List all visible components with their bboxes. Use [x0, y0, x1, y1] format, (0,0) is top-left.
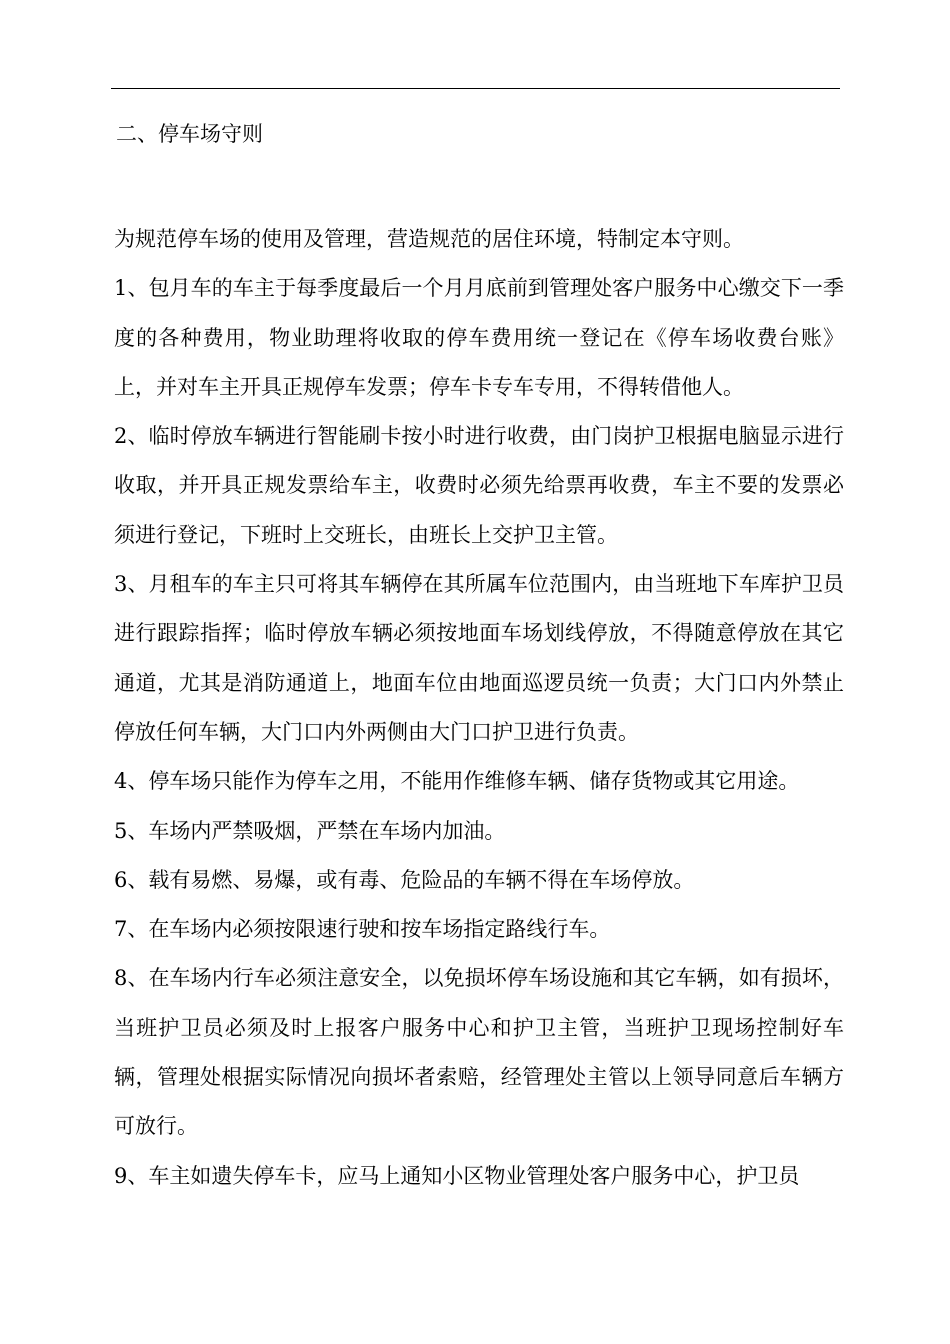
rule-8: 8、在车场内行车必须注意安全，以免损坏停车场设施和其它车辆，如有损坏，当班护卫员必须及时上报客户服务中心和护卫主管，当班护卫现场控制好车辆，管理处根据实际情况向损坏者索赔，经管理处主管以上领导同意后车辆方可放行。 — [114, 966, 844, 1139]
rule-1: 1、包月车的车主于每季度最后一个月月底前到管理处客户服务中心缴交下一季度的各种费用，物业助理将收取的停车费用统一登记在《停车场收费台账》上，并对车主开具正规停车发票；停车卡专车专用，不得转借他人。 — [114, 276, 844, 399]
rule-6: 6、载有易燃、易爆，或有毒、危险品的车辆不得在车场停放。 — [114, 867, 695, 892]
rule-2: 2、临时停放车辆进行智能刷卡按小时进行收费，由门岗护卫根据电脑显示进行收取，并开具正规发票给车主，收费时必须先给票再收费，车主不要的发票必须进行登记，下班时上交班长，由班长上交护卫主管。 — [114, 424, 844, 547]
rule-9: 9、车主如遗失停车卡，应马上通知小区物业管理处客户服务中心，护卫员 — [114, 1163, 800, 1188]
rule-5: 5、车场内严禁吸烟，严禁在车场内加油。 — [114, 818, 506, 843]
rules-body — [114, 215, 844, 1201]
paragraph-intro: 为规范停车场的使用及管理，营造规范的居住环境，特制定本守则。 — [114, 227, 744, 251]
rule-4: 4、停车场只能作为停车之用，不能用作维修车辆、储存货物或其它用途。 — [114, 769, 800, 794]
rule-3: 3、月租车的车主只可将其车辆停在其所属车位范围内，由当班地下车库护卫员进行跟踪指挥；临时停放车辆必须按地面车场划线停放，不得随意停放在其它通道，尤其是消防通道上，地面车位由地面巡逻员统一负责；大门口内外禁止停放任何车辆，大门口内外两侧由大门口护卫进行负责。 — [114, 572, 844, 744]
header-rule — [111, 88, 840, 89]
rule-7: 7、在车场内必须按限速行驶和按车场指定路线行车。 — [114, 917, 611, 942]
section-title: 二、停车场守则 — [116, 122, 263, 146]
